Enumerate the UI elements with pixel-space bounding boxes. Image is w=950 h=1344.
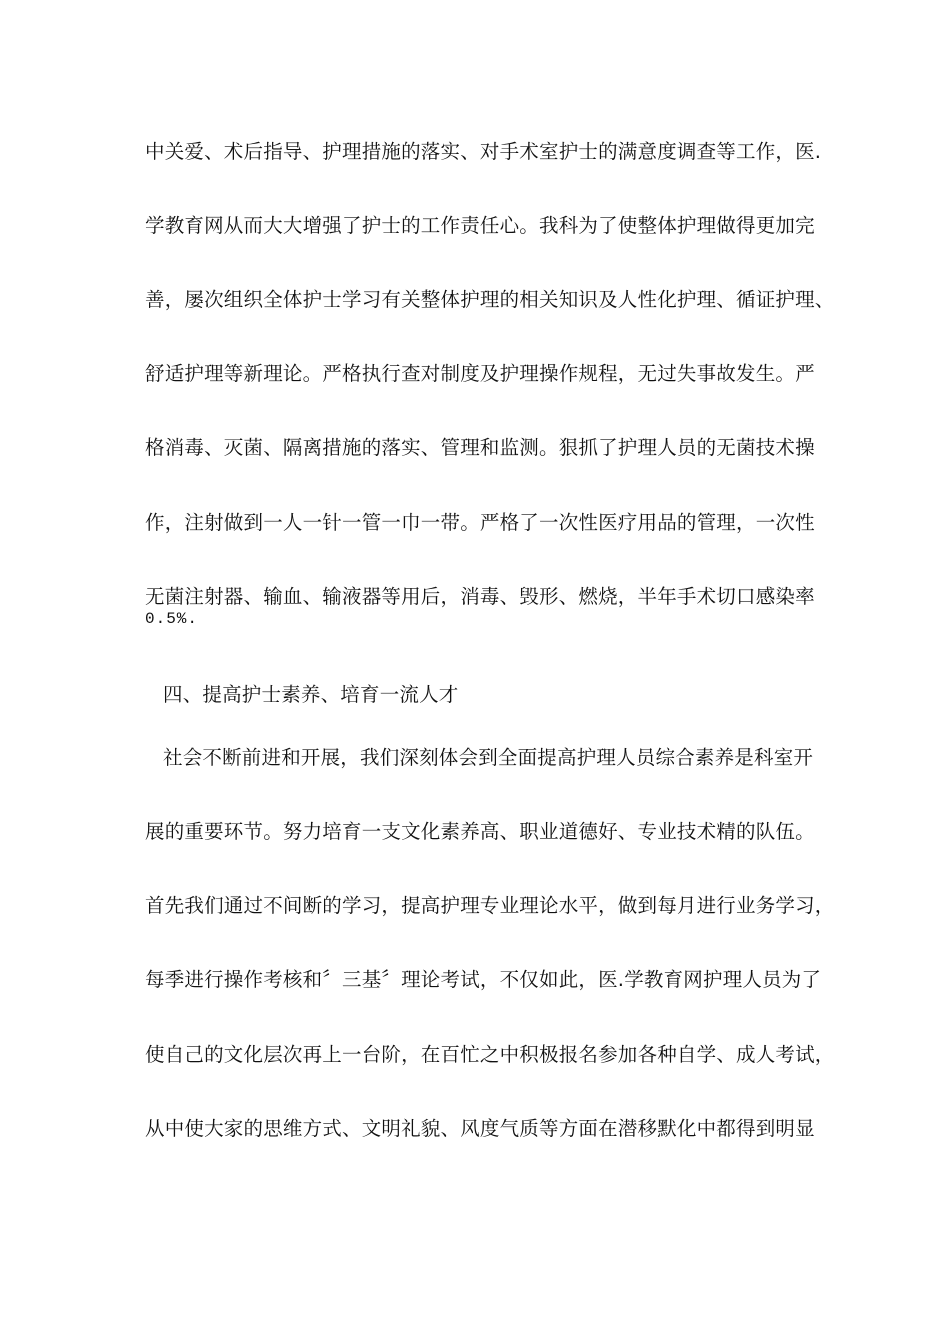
body-text-line: 无菌注射器、输血、输液器等用后，消毒、毁形、燃烧，半年手术切口感染率 xyxy=(145,585,815,608)
paragraph-first-line: 社会不断前进和开展，我们深刻体会到全面提高护理人员综合素养是科室开 xyxy=(163,746,814,769)
body-text-line: 舒适护理等新理论。严格执行查对制度及护理操作规程，无过失事故发生。严 xyxy=(145,362,815,385)
body-text-line: 从中使大家的思维方式、文明礼貌、风度气质等方面在潜移默化中都得到明显 xyxy=(145,1117,815,1140)
body-text-line: 学教育网从而大大增强了护士的工作责任心。我科为了使整体护理做得更加完 xyxy=(145,214,815,237)
section-heading: 四、提高护士素养、培育一流人才 xyxy=(163,683,459,706)
body-text-line: 每季进行操作考核和〞三基〞理论考试，不仅如此，医.学教育网护理人员为了 xyxy=(145,968,822,991)
body-text-line: 格消毒、灭菌、隔离措施的落实、管理和监测。狠抓了护理人员的无菌技术操 xyxy=(145,436,815,459)
body-text-line: 首先我们通过不间断的学习，提高护理专业理论水平，做到每月进行业务学习， xyxy=(145,894,835,917)
body-text-line: 展的重要环节。努力培育一支文化素养高、职业道德好、专业技术精的队伍。 xyxy=(145,820,815,843)
body-text-line: 中关爱、术后指导、护理措施的落实、对手术室护士的满意度调查等工作，医. xyxy=(145,140,822,163)
body-text-line: 善，屡次组织全体护士学习有关整体护理的相关知识及人性化护理、循证护理、 xyxy=(145,288,835,311)
body-text-line: 0.5%. xyxy=(145,610,199,628)
body-text-line: 使自己的文化层次再上一台阶，在百忙之中积极报名参加各种自学、成人考试， xyxy=(145,1043,835,1066)
body-text-line: 作，注射做到一人一针一管一巾一带。严格了一次性医疗用品的管理，一次性 xyxy=(145,511,815,534)
